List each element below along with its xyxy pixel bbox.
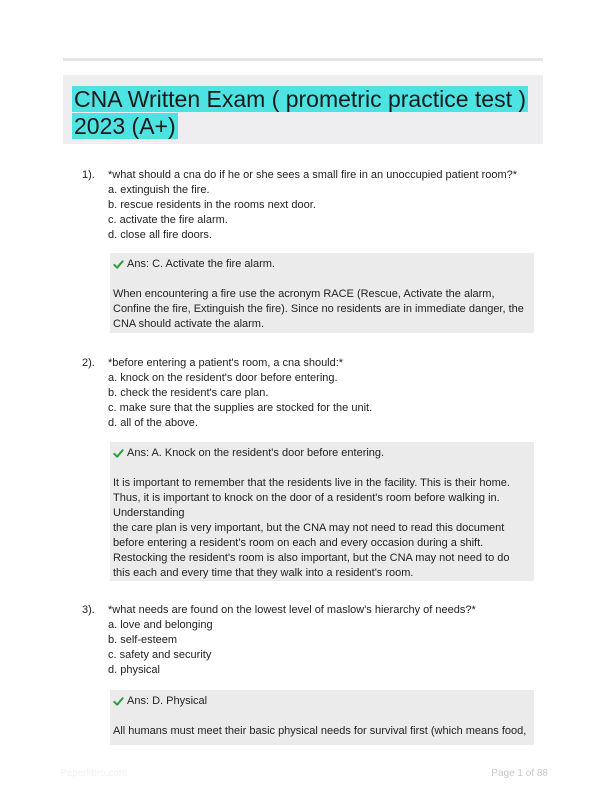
footer-watermark: Paperlibro.com	[60, 768, 128, 779]
answer-line	[113, 446, 528, 461]
answer-explanation	[113, 287, 528, 332]
option-b: b. rescue residents in the rooms next door.	[108, 199, 316, 211]
question-content	[108, 168, 538, 243]
answer-text: Ans: A. Knock on the resident's door before entering.	[127, 447, 385, 459]
question-number: 2).	[82, 357, 95, 369]
page-number: Page 1 of 88	[491, 768, 548, 779]
option-a: a. extinguish the fire.	[108, 184, 210, 196]
answer-box	[110, 253, 534, 333]
explanation-paragraph: the care plan is very important, but the CNA may not need to read this document before entering a resident's room on each and every occasion during a shift. Restocking the resident's room is also important, but the CNA may not need to do this each and every time that they walk into a resident's room.	[113, 522, 510, 579]
explanation-paragraph: All humans must meet their basic physical needs for survival first (which means food,	[113, 725, 527, 737]
explanation-paragraph: It is important to remember that the residents live in the facility. This is their home. Thus, it is important to knock on the door of a resident's room before walking in. Understanding	[113, 477, 510, 519]
question-text: *before entering a patient's room, a cna should:*	[108, 357, 344, 369]
question-content	[108, 603, 538, 678]
question-content	[108, 356, 538, 431]
question-number: 3).	[82, 604, 95, 616]
question-number: 1).	[82, 169, 95, 181]
option-b: b. check the resident's care plan.	[108, 387, 269, 399]
explanation-paragraph: When encountering a fire use the acronym RACE (Rescue, Activate the alarm, Confine the fire, Extinguish the fire). Since no residents are in immediate danger, the CNA should activate the alarm.	[113, 288, 524, 330]
option-d: d. physical	[108, 664, 160, 676]
option-d: d. all of the above.	[108, 417, 198, 429]
answer-explanation	[113, 724, 528, 739]
option-a: a. knock on the resident's door before entering.	[108, 372, 338, 384]
option-c: c. safety and security	[108, 649, 212, 661]
title-banner	[63, 75, 543, 144]
page-title: CNA Written Exam ( prometric practice test ) 2023 (A+)	[74, 86, 527, 139]
answer-text: Ans: C. Activate the fire alarm.	[127, 258, 275, 270]
top-divider	[63, 58, 543, 61]
checkmark-icon	[113, 696, 124, 707]
option-b: b. self-esteem	[108, 634, 178, 646]
option-c: c. activate the fire alarm.	[108, 214, 228, 226]
answer-box	[110, 690, 534, 745]
answer-line	[113, 694, 528, 709]
checkmark-icon	[113, 448, 124, 459]
checkmark-icon	[113, 259, 124, 270]
answer-line	[113, 257, 528, 272]
answer-explanation	[113, 476, 528, 581]
question-text: *what should a cna do if he or she sees a small fire in an unoccupied patient room?*	[108, 169, 518, 181]
answer-text: Ans: D. Physical	[127, 695, 208, 707]
option-a: a. love and belonging	[108, 619, 213, 631]
option-d: d. close all fire doors.	[108, 229, 212, 241]
question-text: *what needs are found on the lowest level of maslow's hierarchy of needs?*	[108, 604, 476, 616]
answer-box	[110, 442, 534, 581]
option-c: c. make sure that the supplies are stocked for the unit.	[108, 402, 373, 414]
